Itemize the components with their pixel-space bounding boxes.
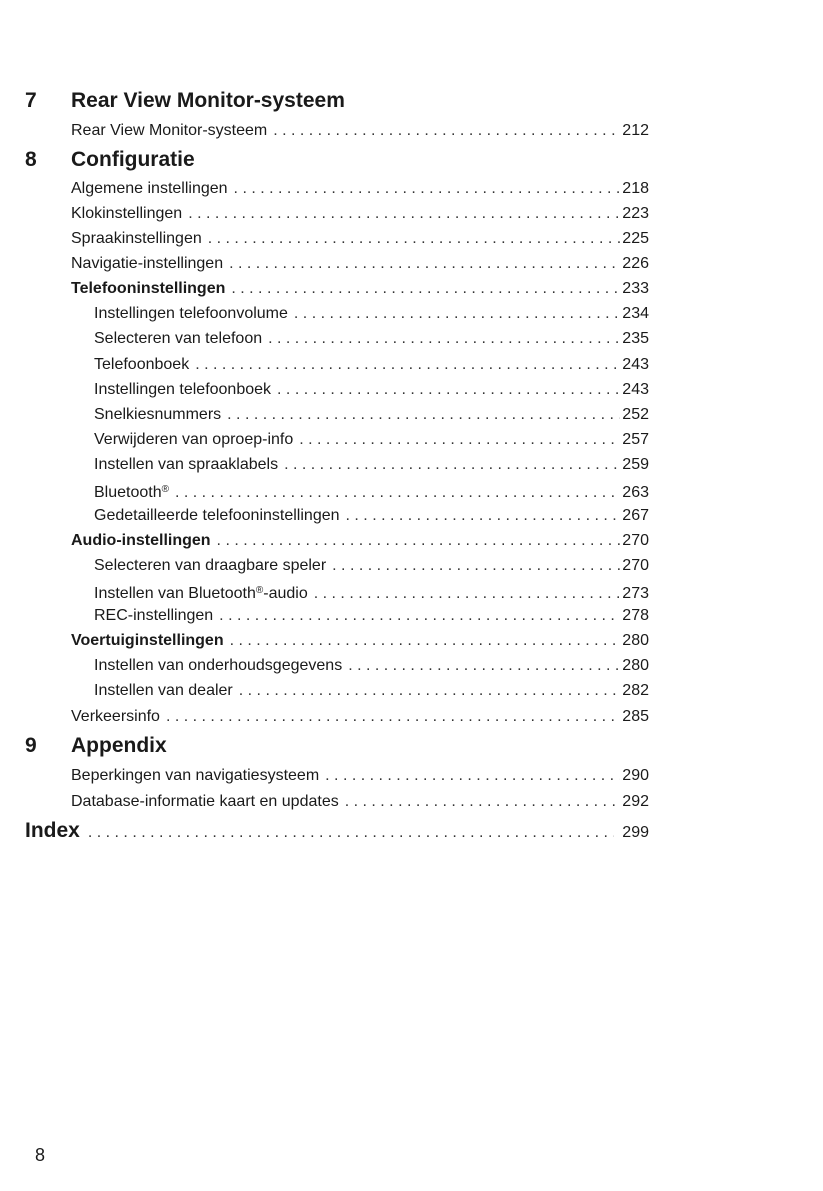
toc-entry-page: 212: [622, 122, 649, 139]
dot-leader: [217, 530, 621, 552]
toc-entry-page: 243: [622, 356, 649, 373]
chapter-heading-9: [0, 731, 823, 761]
toc-entry-page: 273: [622, 585, 649, 602]
dot-leader: [346, 505, 621, 527]
dot-leader: [268, 328, 620, 350]
toc-entry-telefooninstellingen[interactable]: [71, 278, 649, 300]
toc-entry-instellen-dealer[interactable]: [94, 680, 649, 702]
dot-leader: [234, 178, 621, 200]
toc-entry-beperkingen-navigatiesysteem[interactable]: [71, 765, 649, 787]
toc-entry-label: Navigatie-instellingen: [71, 255, 224, 272]
toc-entry-label-text: Bluetooth: [94, 484, 162, 501]
chapter-title: Rear View Monitor-systeem: [71, 89, 345, 112]
toc-entry-voertuiginstellingen[interactable]: [71, 630, 649, 652]
toc-entry-label: Database-informatie kaart en updates: [71, 793, 339, 810]
toc-entry-index[interactable]: [25, 816, 649, 846]
toc-entry-page: 225: [622, 230, 649, 247]
toc-entry-label: Instellen van onderhoudsgegevens: [94, 657, 343, 674]
dot-leader: [88, 824, 614, 842]
toc-entry-label: Audio-instellingen: [71, 532, 211, 549]
toc-entry-page: 233: [622, 280, 649, 297]
toc-entry-instellen-bluetooth-audio[interactable]: [94, 580, 649, 602]
toc-entry-page: 290: [622, 767, 649, 784]
toc-entry-label: Selecteren van draagbare speler: [94, 557, 327, 574]
toc-entry-label: Telefoonboek: [94, 356, 190, 373]
dot-leader: [227, 404, 620, 426]
toc-entry-rec-instellingen[interactable]: [94, 605, 649, 627]
toc-entry-label: Telefooninstellingen: [71, 280, 226, 297]
toc-entry-label: Algemene instellingen: [71, 180, 228, 197]
index-label: Index: [25, 819, 80, 842]
dot-leader: [195, 354, 620, 376]
toc-entry-label: Verkeersinfo: [71, 708, 160, 725]
dot-leader: [166, 706, 620, 728]
toc-entry-label: Instellen van dealer: [94, 682, 233, 699]
toc-entry-label-suffix: -audio: [263, 585, 308, 602]
chapter-heading-8: [0, 145, 823, 175]
dot-leader: [208, 228, 621, 250]
toc-entry-page: 270: [622, 532, 649, 549]
toc-entry-page: 292: [622, 793, 649, 810]
toc-entry-label: Instellen van spraaklabels: [94, 456, 279, 473]
dot-leader: [332, 555, 620, 577]
toc-entry-label: Instellingen telefoonvolume: [94, 305, 288, 322]
dot-leader: [348, 655, 620, 677]
toc-entry-label: Beperkingen van navigatiesysteem: [71, 767, 320, 784]
page-number: 8: [35, 1145, 46, 1165]
toc-entry-page: 267: [622, 507, 649, 524]
toc-entry-database-informatie[interactable]: [71, 791, 649, 813]
toc-entry-telefoonboek[interactable]: [94, 354, 649, 376]
toc-entry-page: 234: [622, 305, 649, 322]
toc-entry-page: 243: [622, 381, 649, 398]
toc-entry-label: Verwijderen van oproep-info: [94, 431, 294, 448]
toc-entry-navigatie-instellingen[interactable]: [71, 253, 649, 275]
toc-entry-klokinstellingen[interactable]: [71, 203, 649, 225]
toc-entry-page: 235: [622, 330, 649, 347]
toc-entry-spraakinstellingen[interactable]: [71, 228, 649, 250]
dot-leader: [294, 303, 620, 325]
toc-entry-algemene-instellingen[interactable]: [71, 178, 649, 200]
registered-mark: ®: [255, 585, 264, 596]
dot-leader: [273, 120, 620, 142]
toc-entry-instellingen-telefoonboek[interactable]: [94, 379, 649, 401]
toc-entry-instellen-onderhoudsgegevens[interactable]: [94, 655, 649, 677]
toc-entry-gedetailleerde-telefooninstellingen[interactable]: [94, 505, 649, 527]
dot-leader: [345, 791, 621, 813]
toc-entry-audio-instellingen[interactable]: [71, 530, 649, 552]
toc-entry-page: 218: [622, 180, 649, 197]
toc-entry-label: Voertuiginstellingen: [71, 632, 224, 649]
dot-leader: [325, 765, 620, 787]
toc-entry-snelkiesnummers[interactable]: [94, 404, 649, 426]
chapter-title: Appendix: [71, 734, 167, 757]
toc-entry-instellingen-telefoonvolume[interactable]: [94, 303, 649, 325]
dot-leader: [229, 253, 620, 275]
index-page: 299: [622, 824, 649, 841]
toc-entry-page: 257: [622, 431, 649, 448]
dot-leader: [277, 379, 620, 401]
chapter-number: 8: [25, 148, 37, 171]
toc-entry-label: Gedetailleerde telefooninstellingen: [94, 507, 340, 524]
toc-entry-verwijderen-oproep-info[interactable]: [94, 429, 649, 451]
toc-entry-selecteren-van-telefoon[interactable]: [94, 328, 649, 350]
chapter-title: Configuratie: [71, 148, 195, 171]
toc-entry-page: 280: [622, 632, 649, 649]
dot-leader: [219, 605, 620, 627]
toc-entry-page: 278: [622, 607, 649, 624]
toc-entry-page: 259: [622, 456, 649, 473]
toc-entry-page: 285: [622, 708, 649, 725]
toc-entry-page: 226: [622, 255, 649, 272]
chapter-number: 7: [25, 89, 37, 112]
chapter-heading-7: [0, 86, 823, 116]
dot-leader: [175, 482, 620, 504]
chapter-number: 9: [25, 734, 37, 757]
toc-entry-rear-view-monitor[interactable]: [71, 120, 649, 142]
registered-mark: ®: [161, 484, 169, 495]
toc-entry-verkeersinfo[interactable]: [71, 706, 649, 728]
dot-leader: [299, 429, 620, 451]
toc-entry-label: Rear View Monitor-systeem: [71, 122, 268, 139]
toc-entry-page: 282: [622, 682, 649, 699]
dot-leader: [314, 583, 621, 605]
toc-entry-label: Klokinstellingen: [71, 205, 183, 222]
toc-entry-page: 252: [622, 406, 649, 423]
toc-entry-page: 223: [622, 205, 649, 222]
dot-leader: [284, 454, 620, 476]
toc-entry-label: Snelkiesnummers: [94, 406, 222, 423]
dot-leader: [188, 203, 620, 225]
toc-entry-label: [94, 479, 175, 504]
toc-entry-page: 280: [622, 657, 649, 674]
dot-leader: [231, 278, 620, 300]
toc-entry-label: Instellingen telefoonboek: [94, 381, 272, 398]
toc-entry-instellen-spraaklabels[interactable]: [94, 454, 649, 476]
dot-leader: [230, 630, 621, 652]
toc-entry-page: 263: [622, 484, 649, 501]
toc-entry-label: [94, 580, 314, 605]
toc-entry-selecteren-draagbare-speler[interactable]: [94, 555, 649, 577]
dot-leader: [239, 680, 621, 702]
toc-entry-label-text: Instellen van Bluetooth: [94, 585, 256, 602]
toc-entry-bluetooth[interactable]: [94, 479, 649, 501]
toc-entry-page: 270: [622, 557, 649, 574]
toc-entry-label: REC-instellingen: [94, 607, 214, 624]
toc-entry-label: Spraakinstellingen: [71, 230, 202, 247]
toc-entry-label: Selecteren van telefoon: [94, 330, 263, 347]
